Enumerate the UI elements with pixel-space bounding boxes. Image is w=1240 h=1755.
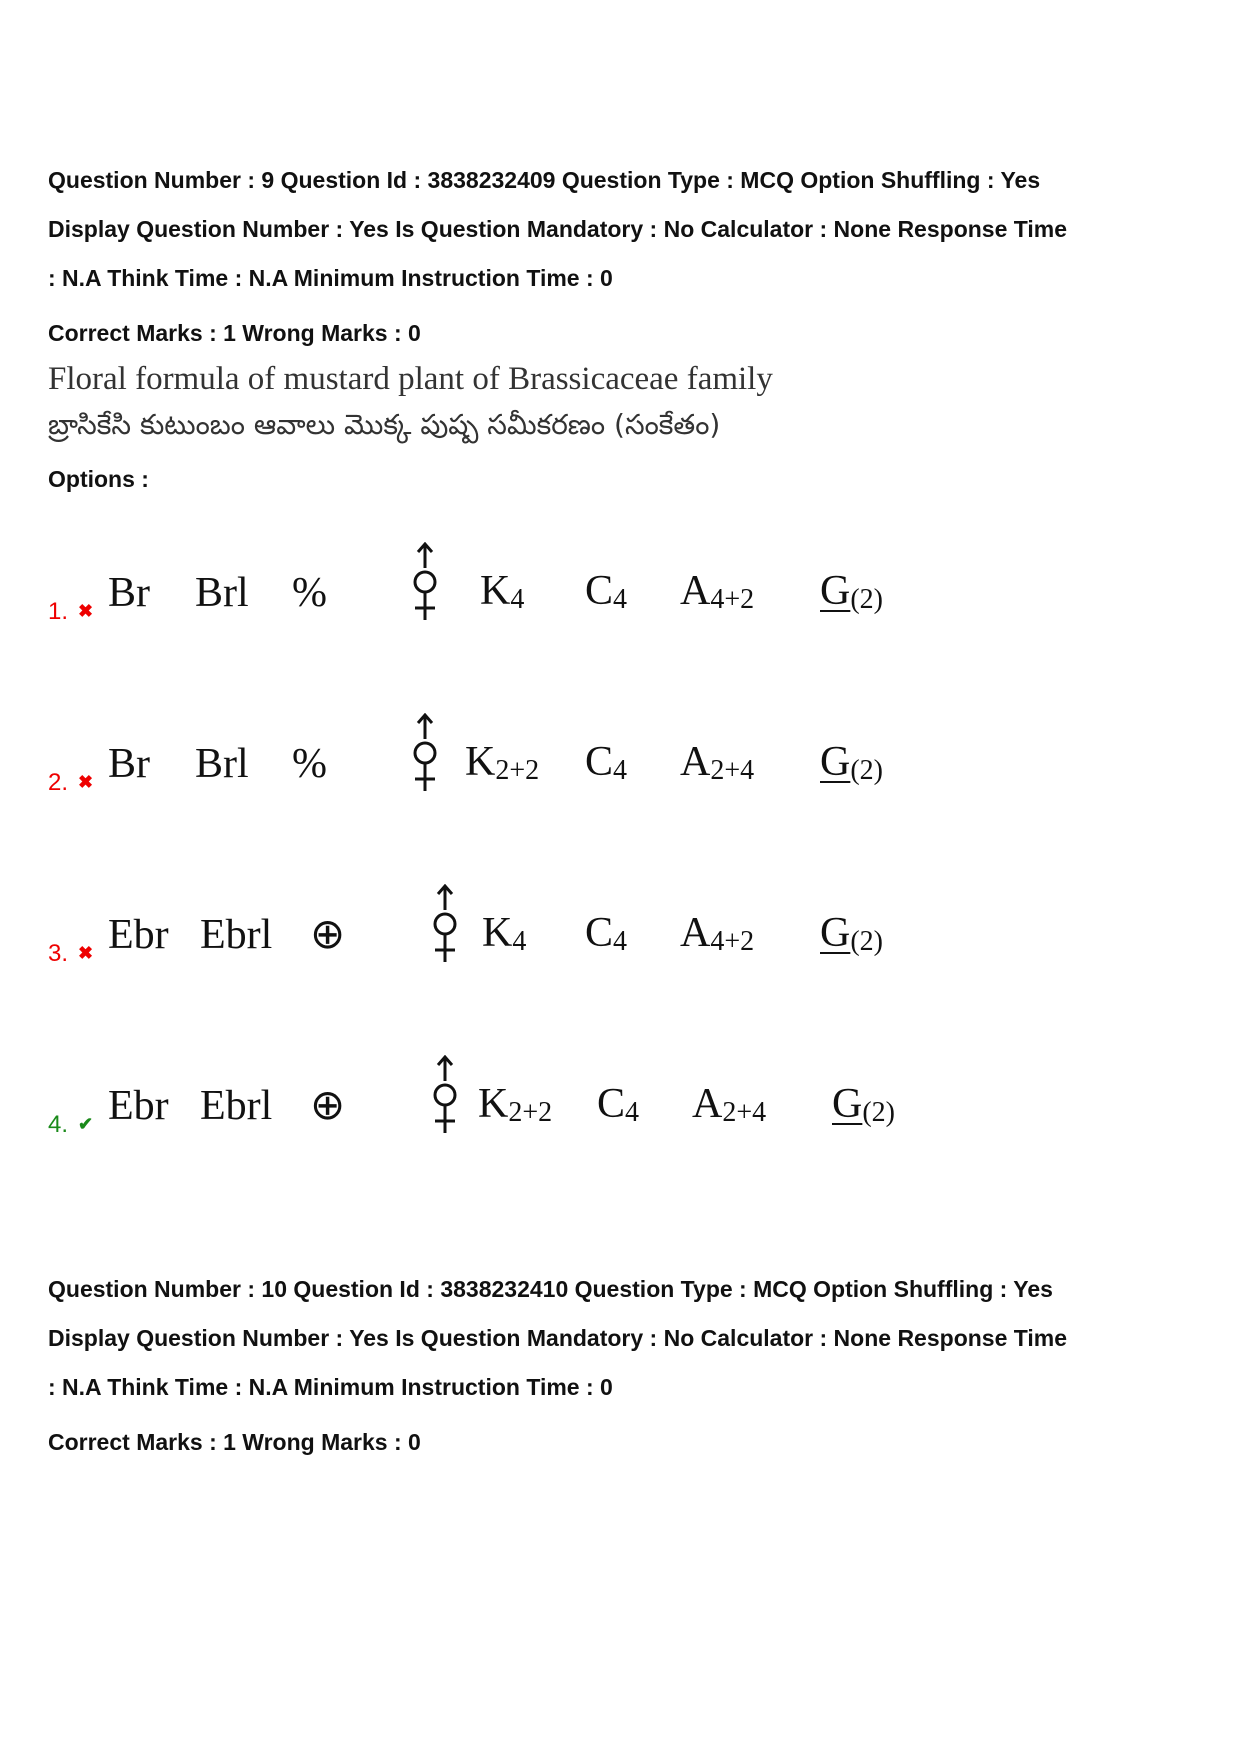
calyx-term: $K_{2+2}$ [478, 1081, 553, 1128]
option-number: 2. [48, 769, 69, 796]
androecium-term: $A_{4+2}$ [680, 910, 755, 957]
calyx-term: $K_4$ [480, 568, 525, 615]
option-number: 1. [48, 598, 69, 625]
bracteole-term: Ebrl [200, 912, 273, 958]
option-number: 4. [48, 1111, 69, 1138]
bracteole-term: Brl [195, 741, 249, 787]
q9-stem-telugu: బ్రాసికేసి కుటుంబం ఆవాలు మొక్క పుష్ప సమీకరణం (సంకేతం) [48, 408, 721, 441]
bracteole-term: Brl [195, 570, 249, 616]
bisexual-flower-icon [430, 884, 460, 964]
gynoecium-term: $G_{(2)}$ [820, 568, 883, 615]
bract-term: Ebr [108, 1083, 169, 1129]
corolla-term: $C_4$ [585, 910, 628, 957]
option-4[interactable] [0, 1043, 1240, 1153]
calyx-term: $K_{2+2}$ [465, 739, 540, 786]
androecium-term: $A_{2+4}$ [680, 739, 755, 786]
gynoecium-term: $G_{(2)}$ [832, 1081, 895, 1128]
q9-stem-english: Floral formula of mustard plant of Brassicaceae family [48, 361, 773, 397]
cross-icon: ✖ [78, 601, 94, 621]
corolla-term: $C_4$ [585, 568, 628, 615]
bisexual-flower-icon [430, 1055, 460, 1135]
options-label: Options : [48, 466, 149, 492]
option-number: 3. [48, 940, 69, 967]
meta-line: Display Question Number : Yes Is Question Mandatory : No Calculator : None Response Time [48, 1325, 1068, 1351]
bract-term: Ebr [108, 912, 169, 958]
gynoecium-term: $G_{(2)}$ [820, 739, 883, 786]
bracteole-term: Ebrl [200, 1083, 273, 1129]
cross-icon: ✖ [78, 943, 94, 963]
q10-marks: Correct Marks : 1 Wrong Marks : 0 [48, 1429, 421, 1455]
meta-line: Question Number : 9 Question Id : 3838232409 Question Type : MCQ Option Shuffling : Yes [48, 167, 1041, 193]
androecium-term: $A_{4+2}$ [680, 568, 755, 615]
calyx-term: $K_4$ [482, 910, 527, 957]
symmetry-symbol: % [292, 741, 327, 787]
symmetry-symbol: ⊕ [310, 912, 346, 958]
meta-line: : N.A Think Time : N.A Minimum Instruction Time : 0 [48, 265, 613, 291]
symmetry-symbol: % [292, 570, 327, 616]
meta-line: Question Number : 10 Question Id : 3838232410 Question Type : MCQ Option Shuffling : Yes [48, 1276, 1053, 1302]
gynoecium-term: $G_{(2)}$ [820, 910, 883, 957]
bract-term: Br [108, 741, 150, 787]
option-3[interactable] [0, 872, 1240, 982]
bisexual-flower-icon [410, 542, 440, 622]
cross-icon: ✖ [78, 772, 94, 792]
check-icon: ✔ [78, 1114, 94, 1134]
bisexual-flower-icon [410, 713, 440, 793]
option-1[interactable] [0, 530, 1240, 640]
androecium-term: $A_{2+4}$ [692, 1081, 767, 1128]
corolla-term: $C_4$ [585, 739, 628, 786]
meta-line: Display Question Number : Yes Is Question Mandatory : No Calculator : None Response Time [48, 216, 1068, 242]
q10-meta [48, 1265, 1208, 1412]
symmetry-symbol: ⊕ [310, 1083, 346, 1129]
q9-marks: Correct Marks : 1 Wrong Marks : 0 [48, 320, 421, 346]
q9-meta [48, 156, 1208, 303]
option-2[interactable] [0, 701, 1240, 811]
meta-line: : N.A Think Time : N.A Minimum Instruction Time : 0 [48, 1374, 613, 1400]
bract-term: Br [108, 570, 150, 616]
corolla-term: $C_4$ [597, 1081, 640, 1128]
